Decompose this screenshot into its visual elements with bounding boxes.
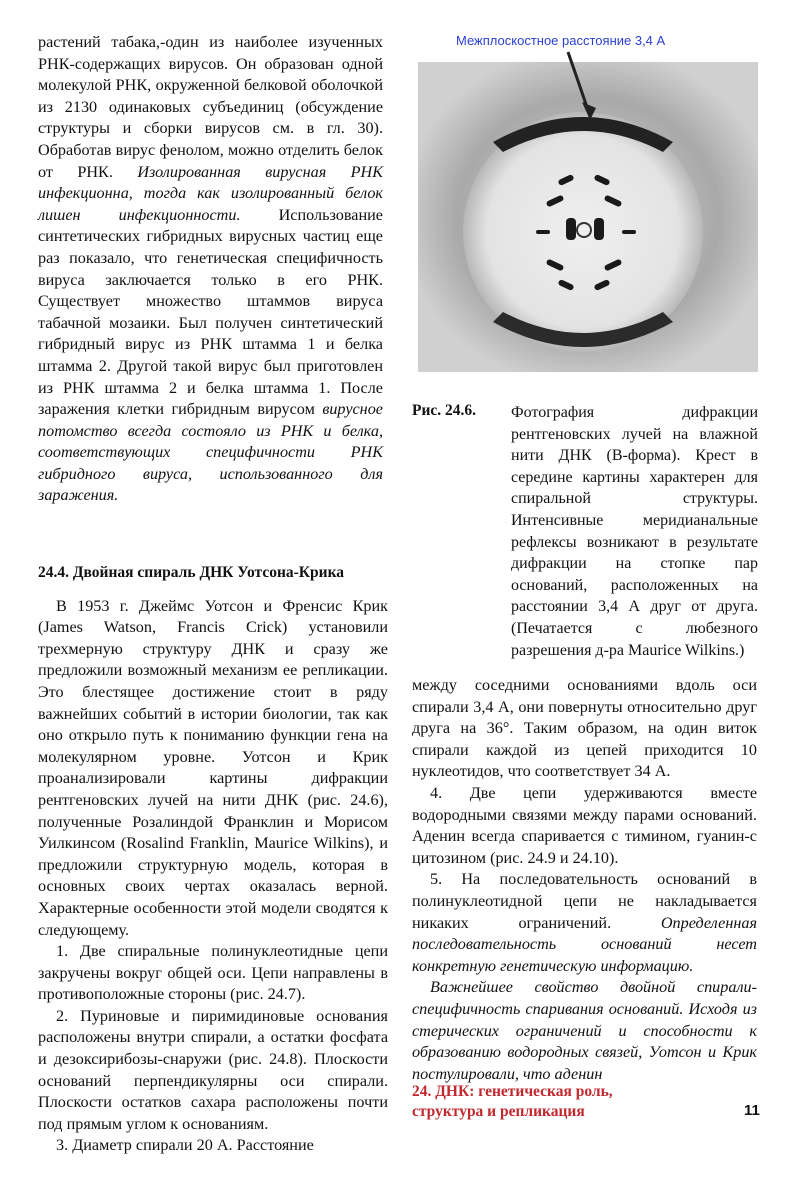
running-head-line1: 24. ДНК: генетическая роль,	[412, 1083, 613, 1100]
running-head-line2: структура и репликация	[412, 1103, 585, 1120]
figure-caption: Фотография дифракции рентгеновских лучей на влажной нити ДНК (В-форма). Крест в середине картины характерен для спиральной структуры. Интенсивные меридианальные рефлексы возникают в результате дифракции на стопке пар оснований, расположенных на расстоянии 3,4 А друг от друга. (Печатается с любезного разрешения д-ра Maurice Wilkins.)	[511, 404, 758, 659]
text-run: 4. Две цепи удерживаются вместе водородными связями между парами оснований. Аденин всегда спаривается с тимином, гуанин-с цитозином (рис. 24.9 и 24.10).	[412, 783, 757, 867]
left-column-top	[38, 32, 383, 507]
left-column-bottom	[38, 562, 388, 1157]
paragraph	[412, 783, 757, 869]
text-run: Важнейшее свойство двойной спирали-специфичность спаривания оснований. Исходя из стерических ограничений и способности к образованию водородных связей, Уотсон и Крик постулировали, что аденин	[412, 978, 757, 1083]
paragraph-feature-1: 1. Две спиральные полинуклеотидные цепи закручены вокруг общей оси. Цепи направлены в противоположные стороны (рис. 24.7).	[38, 942, 388, 1004]
paragraph-feature-3: 3. Диаметр спирали 20 А. Расстояние	[56, 1136, 314, 1155]
text-run: между соседними основаниями вдоль оси спирали 3,4 А, они повернуты относительно друг друга на 36°. Таким образом, на один виток спирали каждой из цепей приходится 10 нуклеотидов, что соответствует 34 А.	[412, 676, 757, 781]
section-heading: 24.4. Двойная спираль ДНК Уотсона-Крика	[38, 564, 345, 581]
diffraction-image	[418, 22, 758, 382]
paragraph-tobacco-virus	[38, 32, 383, 507]
running-head	[412, 1082, 613, 1122]
page-number: 11	[744, 1102, 760, 1119]
paragraph	[412, 869, 757, 977]
xray-diffraction-figure	[418, 22, 758, 382]
text-run: Определенная последовательность оснований несет конкретную генетическую информацию.	[412, 913, 757, 975]
paragraph	[412, 675, 757, 783]
text-run: растений табака,-один из наиболее изученных РНК-содержащих вирусов. Он образован одной молекулой РНК, окруженной белковой оболочкой из 2130 одинаковых субъединиц (обсуждение структуры и сборки вирусов см. в гл. 30). Обработав вирус фенолом, можно отделить белок от РНК.	[38, 33, 383, 181]
figure-caption-tag: Рис. 24.6.	[412, 402, 477, 419]
text-run: вирусное потомство всегда состояло из РНК и белка, соответствующих специфичности РНК гибридного вируса, использованного для заражения.	[38, 400, 383, 505]
right-column	[412, 675, 757, 1085]
text-run: 5. На последовательность оснований в полинуклеотидной цепи не накладывается никаких ограничений.	[412, 870, 757, 932]
paragraph-feature-2: 2. Пуриновые и пиримидиновые основания расположены внутри спирали, а остатки фосфата и дезоксирибозы-снаружи (рис. 24.8). Плоскости оснований перпендикулярны оси спирали. Плоскости остатков сахара расположены почти под прямым углом к основаниям.	[38, 1006, 388, 1133]
paragraph-intro: В 1953 г. Джеймс Уотсон и Френсис Крик (James Watson, Francis Crick) установили трехмерную структуру ДНК и сразу же предложили возможный механизм ее репликации. Это блестящее достижение стоит в ряду важнейших событий в истории биологии, так как оно открыло путь к пониманию функции гена на молекулярном уровне. Уотсон и Крик проанализировали картины дифракции рентгеновских лучей на нити ДНК (рис. 24.6), полученные Розалиндой Франклин и Морисом Уилкинсом (Rosalind Franklin, Maurice Wilkins), и предложили структурную модель, которая в основных своих чертах оказалась верной. Характерные особенности этой модели сводятся к следующему.	[38, 596, 388, 939]
paragraph	[412, 977, 757, 1085]
text-run: Использование синтетических гибридных вирусных частиц еще раз показало, что генетическая специфичность вируса заключается только в его РНК. Существует множество штаммов вируса табачной мозаики. Был получен синтетический гибридный вирус из РНК штамма 1 и белка штамма 2. Другой такой вирус был приготовлен из РНК штамма 2 и белка штамма 1. После заражения клетки гибридным вирусом	[38, 205, 383, 419]
text-run: Изолированная вирусная РНК инфекционна, тогда как изолированный белок лишен инфекционности.	[38, 162, 383, 224]
figure-annotation-label: Межплоскостное расстояние 3,4 А	[456, 33, 666, 48]
